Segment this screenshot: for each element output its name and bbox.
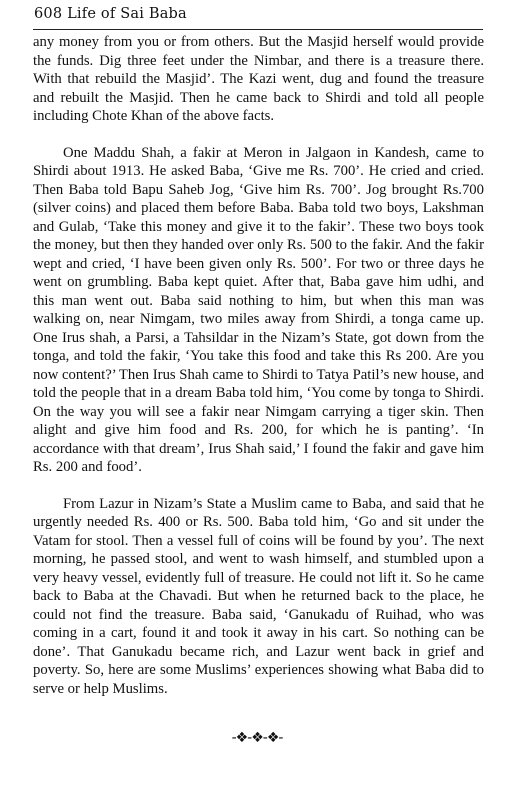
section-ornament: -❖-❖-❖- (231, 730, 283, 746)
running-header (34, 6, 187, 22)
body-text (33, 33, 484, 716)
paragraph-lazur: From Lazur in Nizam’s State a Muslim came to Baba, and said that he urgently needed Rs. 400 or Rs. 500. Baba told him, ‘Go and sit under the Vatam for stool. Then a vessel full of coins will be found by you’. The next morning, he passed stool, and went to wash himself, and stumbled upon a very heavy vessel, evidently full of treasure. He could not lift it. So he came back to Baba at the Chavadi. But when he returned back to the place, he could not find the treasure. Baba said, ‘Ganukadu of Ruihad, who was coming in a cart, found it and took it away in his cart. So nothing can be done’. That Ganukadu became rich, and Lazur went back in grief and poverty. So, here are some Muslims’ experiences showing what Baba did to serve or help Muslims. (33, 495, 484, 697)
book-title: Life of Sai Baba (67, 6, 187, 22)
header-rule (33, 29, 483, 30)
page-number: 608 (34, 6, 63, 22)
paragraph-maddu-shah: One Maddu Shah, a fakir at Meron in Jalgaon in Kandesh, came to Shirdi about 1913. He asked Baba, ‘Give me Rs. 700’. He cried and cried. Then Baba told Bapu Saheb Jog, ‘Give him Rs. 700’. Jog brought Rs.700 (silver coins) and placed them before Baba. Baba told two boys, Lakshman and Gulab, ‘Take this money and give it to the fakir’. These two boys took the money, but then they handed over only Rs. 500 to the fakir. And the fakir wept and cried, ‘I have been given only Rs. 500’. For two or three days he went on grumbling. Baba kept quiet. After that, Baba gave him udhi, and this man went out. Baba said nothing to him, but when this man was walking on, near Nimgam, two miles away from Shirdi, a tonga came up. One Irus shah, a Parsi, a Tahsildar in the Nizam’s State, got down from the tonga, and told the fakir, ‘You take this food and take this Rs 200. Are you now content?’ Then Irus Shah came to Shirdi to Tatya Patil’s new house, and told the people that in a dream Baba told him, ‘You come by tonga to Shirdi. On the way you will see a fakir near Nimgam carrying a tiger skin. Then alight and give him food and Rs. 200, for which he is panting’. ‘In accordance with that dream’, Irus Shah said,’ I found the fakir and gave him Rs. 200 and food’. (33, 144, 485, 475)
paragraph-continuation: any money from you or from others. But the Masjid herself would provide the funds. Dig three feet under the Nimbar, and there is a treasure there. With that rebuild the Masjid’. The Kazi went, dug and found the treasure and rebuilt the Masjid. Then he came back to Shirdi and told all people including Chote Khan of the above facts. (33, 34, 484, 124)
